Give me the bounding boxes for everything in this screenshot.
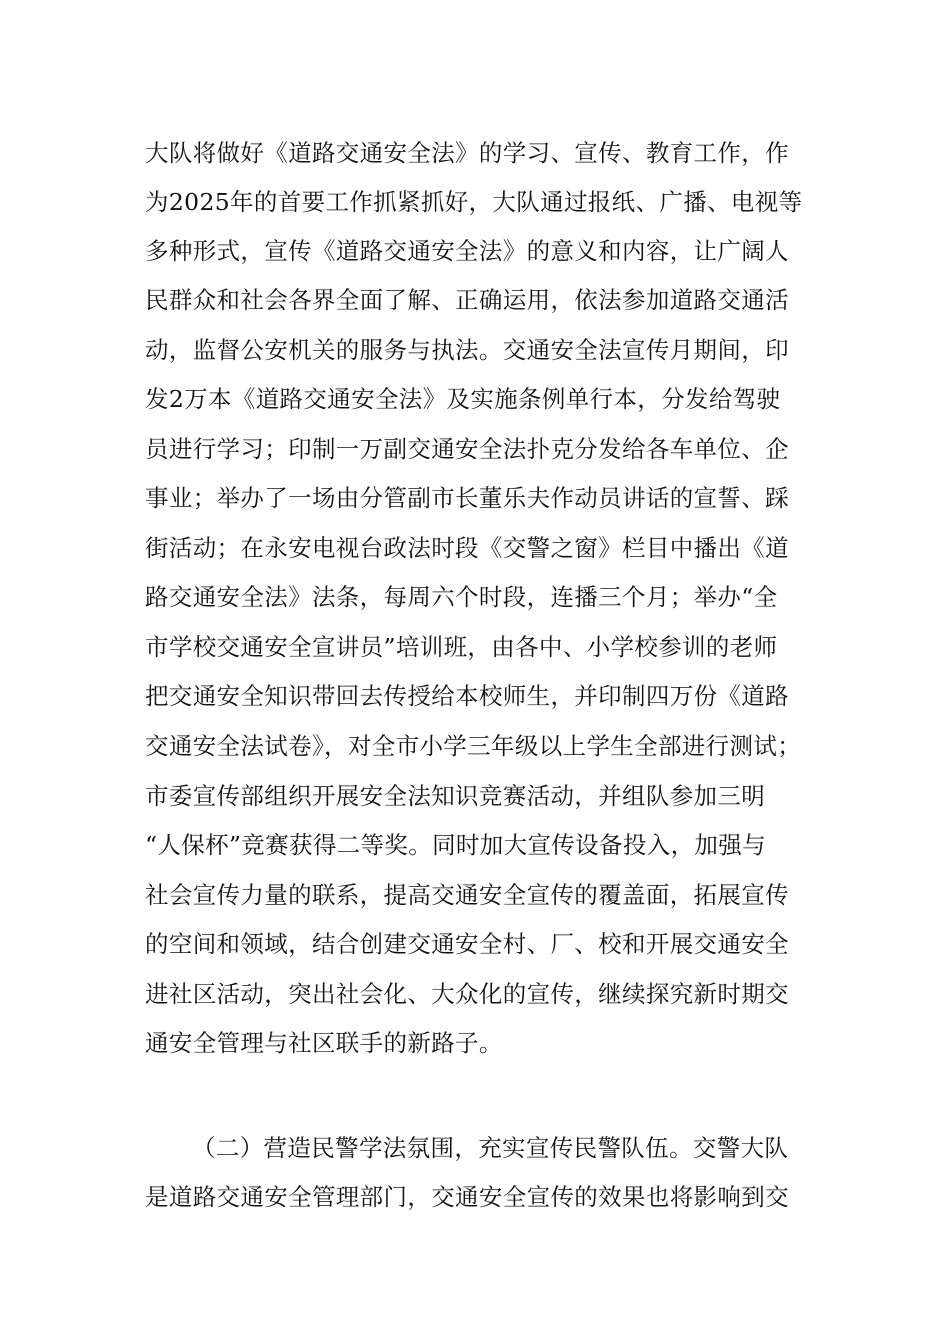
text-line: 市委宣传部组织开展安全法知识竞赛活动，并组队参加三明 (145, 782, 766, 810)
text-line: 社会宣传力量的联系，提高交通安全宣传的覆盖面，拓展宣传 (145, 881, 789, 909)
text-line: 进社区活动，突出社会化、大众化的宣传，继续探究新时期交 (145, 980, 789, 1008)
text-line: 把交通安全知识带回去传授给本校师生，并印制四万份《道路 (145, 682, 789, 710)
text-line: 市学校交通安全宣讲员”培训班，由各中、小学校参训的老师 (145, 633, 778, 661)
text-line: 大队将做好《道路交通安全法》的学习、宣传、教育工作，作 (145, 139, 789, 167)
text-line: 员进行学习；印制一万副交通安全法扑克分发给各车单位、企 (145, 435, 789, 463)
text-line: 多种形式，宣传《道路交通安全法》的意义和内容，让广阔人 (145, 237, 789, 265)
text-line: 发2万本《道路交通安全法》及实施条例单行本，分发给驾驶 (145, 385, 781, 413)
text-line: 事业；举办了一场由分管副市长董乐夫作动员讲话的宣誓、踩 (145, 484, 789, 512)
text-line: “人保杯”竞赛获得二等奖。同时加大宣传设备投入，加强与 (145, 831, 766, 859)
text-line: 是道路交通安全管理部门，交通安全宣传的效果也将影响到交 (145, 1183, 789, 1211)
text-line: 路交通安全法》法条，每周六个时段，连播三个月；举办“全 (145, 583, 778, 611)
text-line: 民群众和社会各界全面了解、正确运用，依法参加道路交通活 (145, 286, 789, 314)
text-line: 通安全管理与社区联手的新路子。 (145, 1029, 503, 1057)
text-line: 为2025年的首要工作抓紧抓好，大队通过报纸、广播、电视等 (145, 188, 803, 216)
text-line: 街活动；在永安电视台政法时段《交警之窗》栏目中播出《道 (145, 534, 789, 562)
text-line: 的空间和领域，结合创建交通安全村、厂、校和开展交通安全 (145, 930, 789, 958)
text-line: 动，监督公安机关的服务与执法。交通安全法宣传月期间，印 (145, 336, 789, 364)
text-line: （二）营造民警学法氛围，充实宣传民警队伍。交警大队 (192, 1134, 789, 1162)
text-line: 交通安全法试卷》，对全市小学三年级以上学生全部进行测试； (145, 732, 802, 760)
